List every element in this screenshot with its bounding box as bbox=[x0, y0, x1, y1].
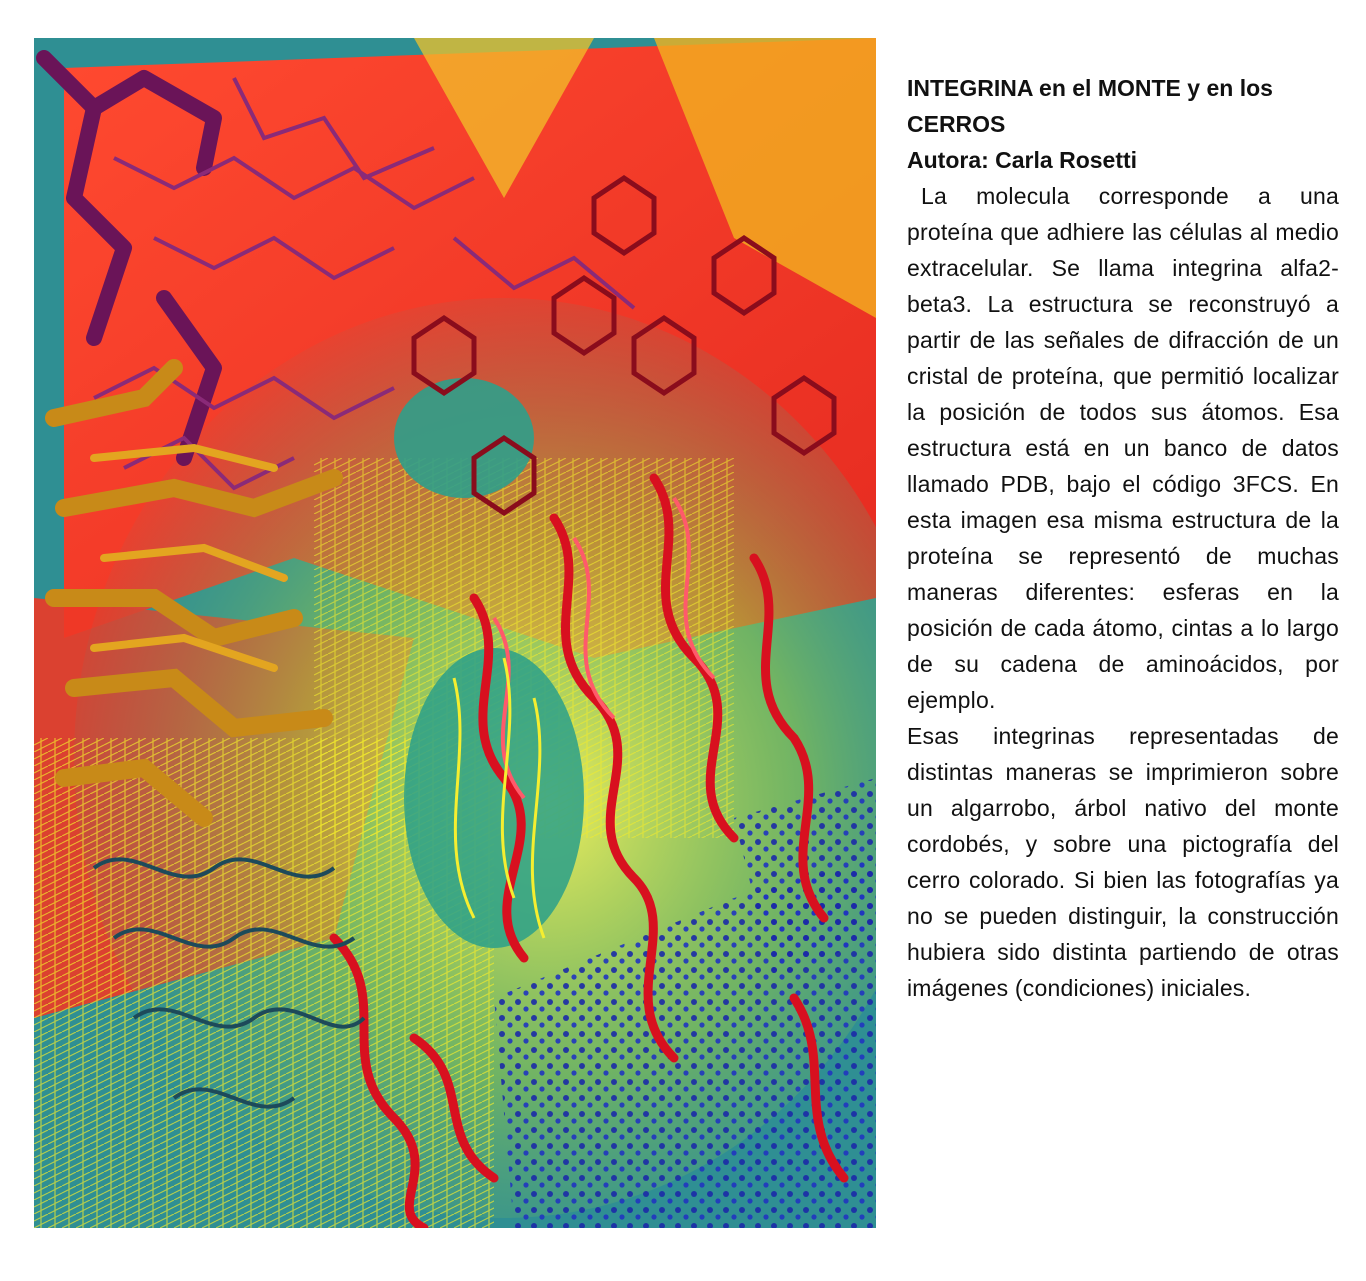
description-paragraph-2: Esas integrinas representadas de distintas maneras se imprimieron sobre un algarrobo, árbol nativo del monte cordobés, y sobre una pictografía del cerro colorado. Si bien las fotografías ya no se pueden distinguir, la construcción hubiera sido distinta partiendo de otras imágenes (condiciones) iniciales. bbox=[907, 723, 1339, 1001]
teal-sphere-cluster bbox=[394, 378, 534, 498]
artwork-canvas bbox=[34, 38, 876, 1228]
integrin-artwork bbox=[34, 38, 876, 1228]
artwork-title: INTEGRINA en el MONTE y en los CERROS bbox=[907, 75, 1273, 137]
artwork-author: Autora: Carla Rosetti bbox=[907, 147, 1138, 173]
description-paragraph-1: La molecula corresponde a una proteína que adhiere las células al medio extracelular. Se llama integrina alfa2-beta3. La estructura se reconstruyó a partir de las señales de difracción de un cristal de proteína, que permitió localizar la posición de todos sus átomos. Esa estructura está en un banco de datos llamado PDB, bajo el código 3FCS. En esta imagen esa misma estructura de la proteína se representó de muchas maneras diferentes: esferas en la posición de cada átomo, cintas a lo largo de su cadena de aminoácidos, por ejemplo. bbox=[907, 183, 1339, 713]
description-column bbox=[907, 70, 1339, 1006]
green-sphere-cluster bbox=[404, 648, 584, 948]
